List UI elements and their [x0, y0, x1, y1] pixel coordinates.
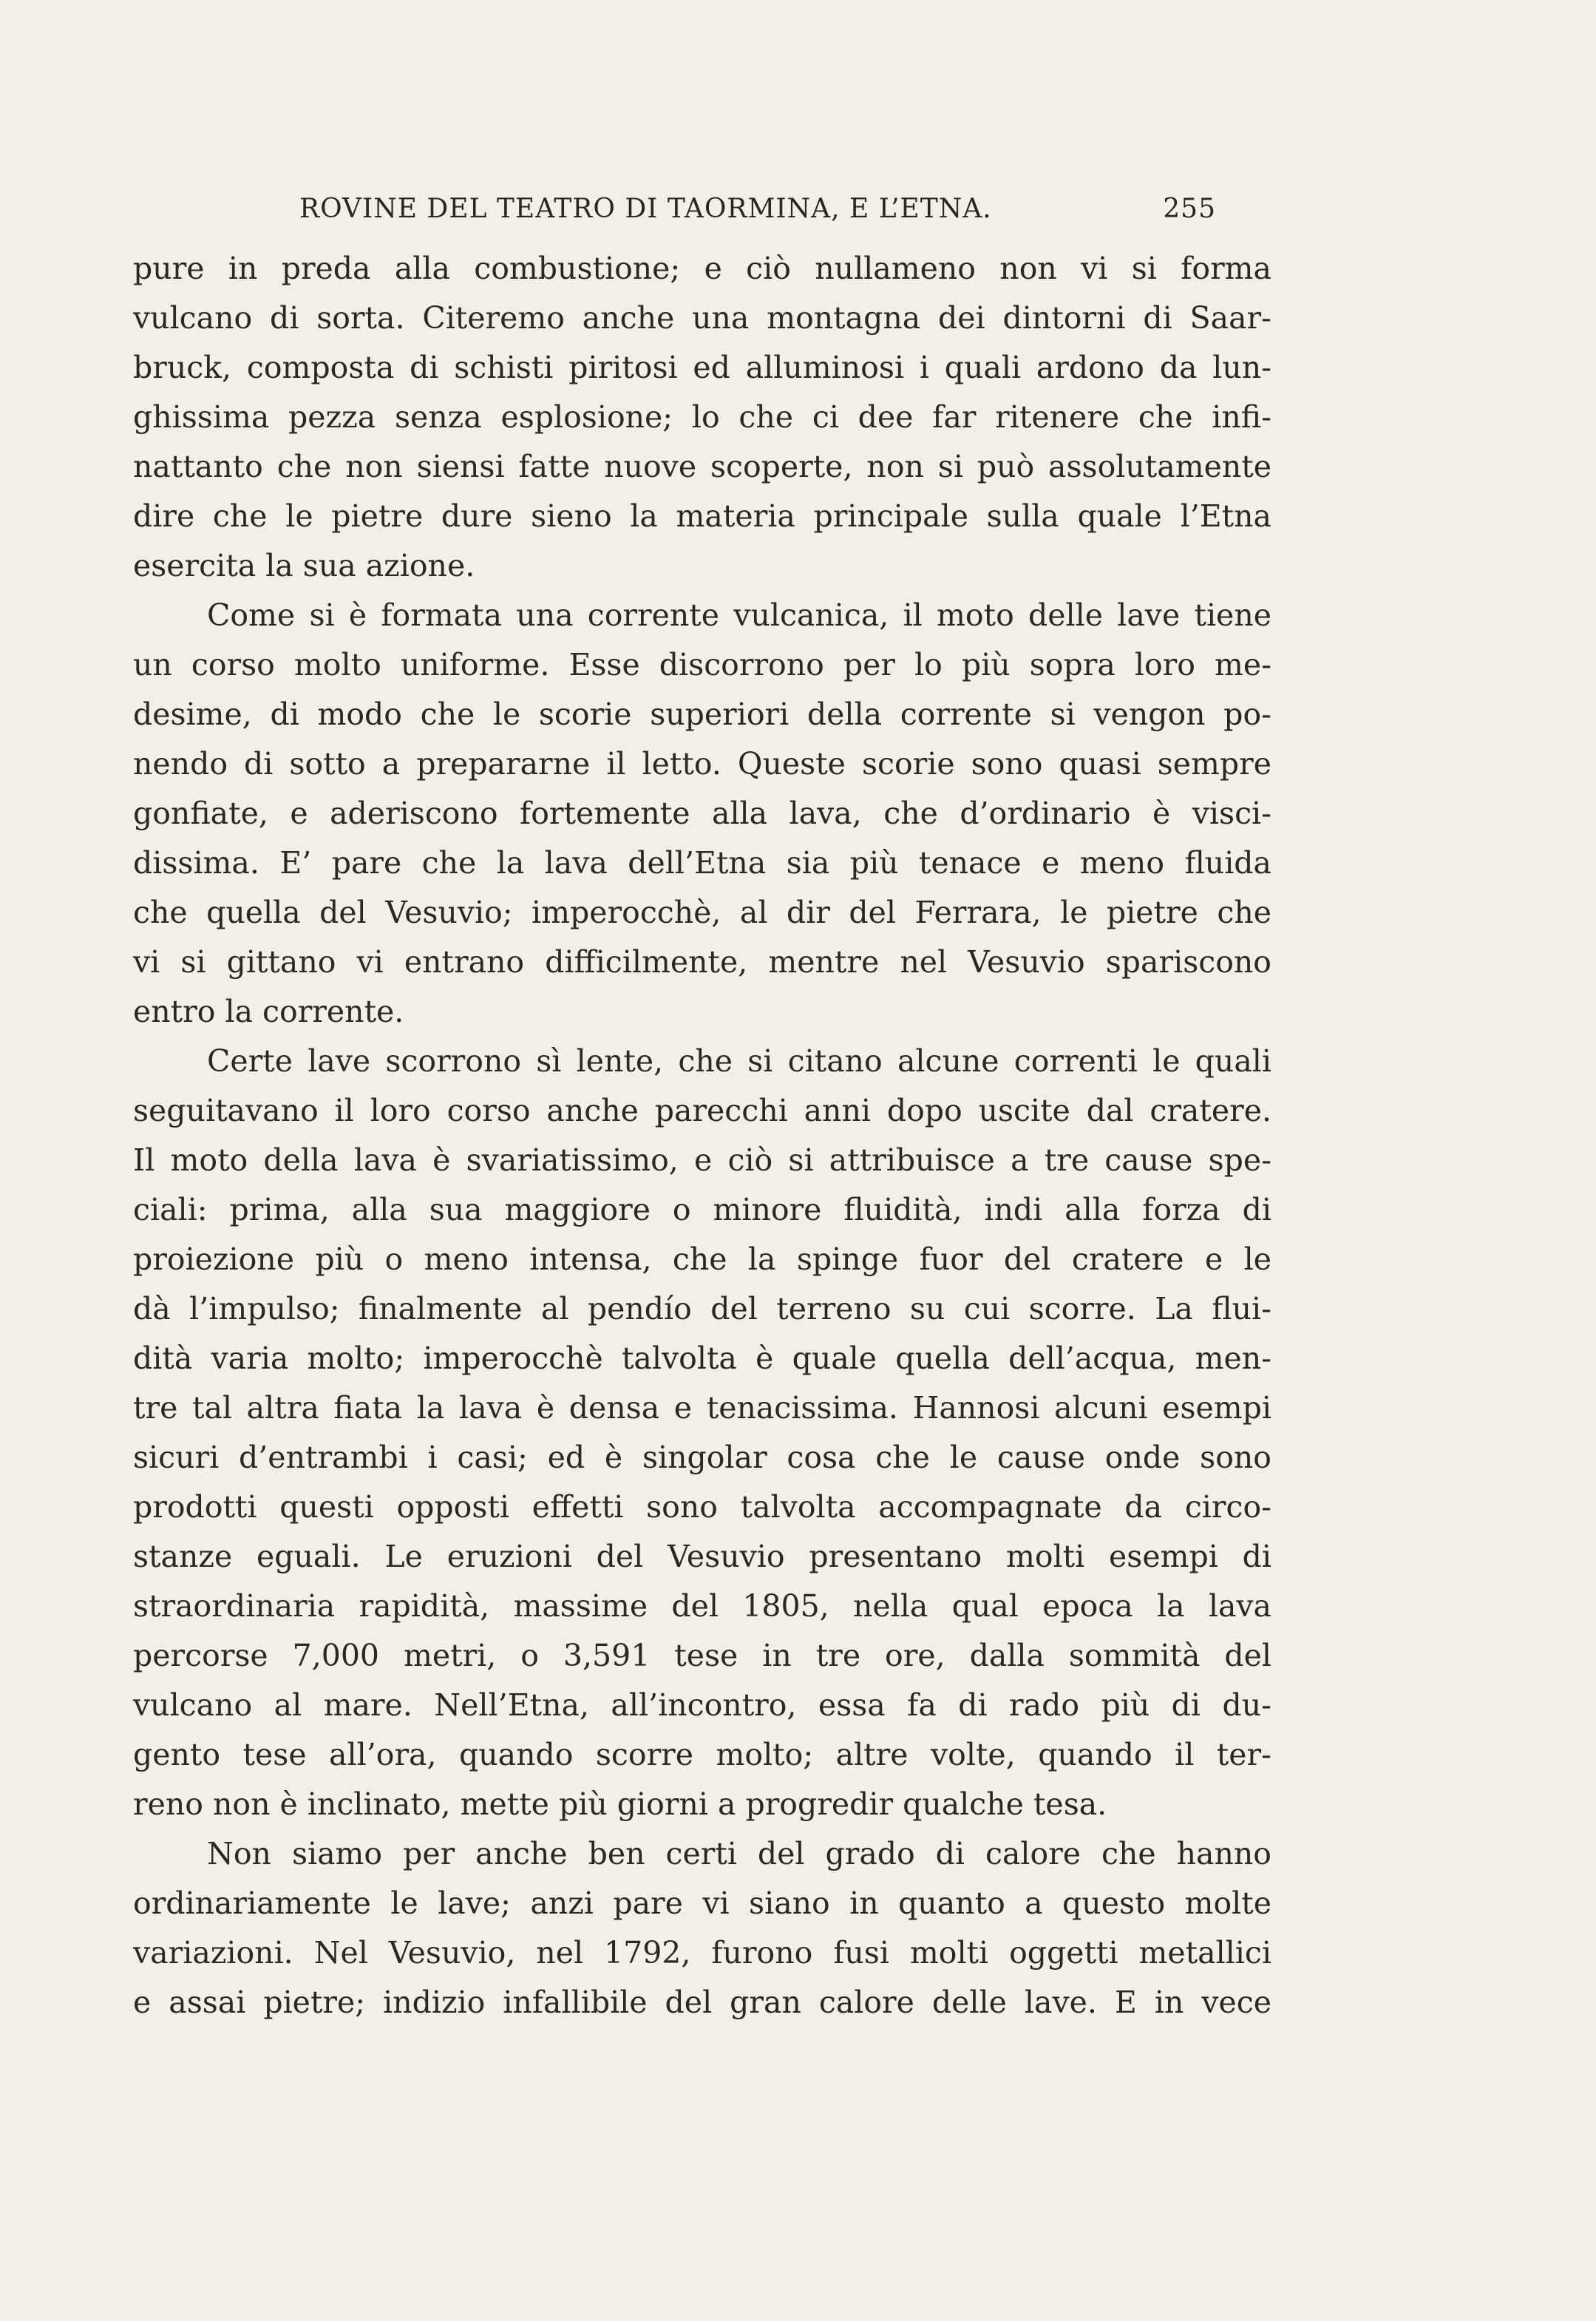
text-line: straordinaria rapidità, massime del 1805, nella qual epoca la lava: [133, 1588, 1271, 1624]
text-line: dà l’impulso; finalmente al pendío del terreno su cui scorre. La flui-: [133, 1291, 1271, 1326]
text-line: che quella del Vesuvio; imperocchè, al dir del Ferrara, le pietre che: [133, 895, 1271, 930]
text-line: proiezione più o meno intensa, che la spinge fuor del cratere e le: [133, 1241, 1271, 1277]
text-line: desime, di modo che le scorie superiori della corrente si vengon po-: [133, 697, 1271, 732]
text-line: variazioni. Nel Vesuvio, nel 1792, furono fusi molti oggetti metallici: [133, 1935, 1271, 1971]
text-line: prodotti questi opposti effetti sono talvolta accompagnate da circo-: [133, 1489, 1271, 1525]
text-line: dire che le pietre dure sieno la materia principale sulla quale l’Etna: [133, 498, 1271, 534]
text-line: Certe lave scorrono sì lente, che si citano alcune correnti le quali: [207, 1043, 1271, 1079]
text-line: Non siamo per anche ben certi del grado di calore che hanno: [207, 1836, 1271, 1871]
text-line: ciali: prima, alla sua maggiore o minore fluidità, indi alla forza di: [133, 1192, 1271, 1227]
text-line: bruck, composta di schisti piritosi ed alluminosi i quali ardono da lun-: [133, 350, 1271, 385]
paragraph-4: [133, 1829, 1271, 2027]
running-head: [299, 194, 1216, 238]
text-line: gento tese all’ora, quando scorre molto; altre volte, quando il ter-: [133, 1737, 1271, 1772]
text-line: ghissima pezza senza esplosione; lo che ci dee far ritenere che infi-: [133, 399, 1271, 435]
text-line: vulcano di sorta. Citeremo anche una montagna dei dintorni di Saar-: [133, 300, 1271, 336]
text-line: Il moto della lava è svariatissimo, e ciò si attribuisce a tre cause spe-: [133, 1142, 1271, 1178]
text-line: nendo di sotto a prepararne il letto. Queste scorie sono quasi sempre: [133, 746, 1271, 782]
paragraph-2: [133, 591, 1271, 1037]
text-line: e assai pietre; indizio infallibile del gran calore delle lave. E in vece: [133, 1985, 1271, 2020]
text-line: percorse 7,000 metri, o 3,591 tese in tre ore, dalla sommità del: [133, 1638, 1271, 1673]
text-line: dissima. E’ pare che la lava dell’Etna sia più tenace e meno fluida: [133, 845, 1271, 881]
text-line: vulcano al mare. Nell’Etna, all’incontro, essa fa di rado più di du-: [133, 1687, 1271, 1723]
text-line: tre tal altra fiata la lava è densa e tenacissima. Hannosi alcuni esempi: [133, 1390, 1271, 1426]
paragraph-3: [133, 1037, 1271, 1829]
text-line: sicuri d’entrambi i casi; ed è singolar cosa che le cause onde sono: [133, 1440, 1271, 1475]
text-line: esercita la sua azione.: [133, 548, 475, 583]
running-head-title: ROVINE DEL TEATRO DI TAORMINA, E L’ETNA.: [299, 194, 992, 224]
text-line: gonfiate, e aderiscono fortemente alla lava, che d’ordinario è visci-: [133, 796, 1271, 831]
text-line: reno non è inclinato, mette più giorni a progredir qualche tesa.: [133, 1786, 1107, 1822]
text-line: stanze eguali. Le eruzioni del Vesuvio presentano molti esempi di: [133, 1539, 1271, 1574]
text-line: un corso molto uniforme. Esse discorrono per lo più sopra loro me-: [133, 647, 1271, 682]
body-text: [133, 244, 1271, 2027]
text-line: nattanto che non siensi fatte nuove scoperte, non si può assolutamente: [133, 449, 1271, 484]
text-line: seguitavano il loro corso anche parecchi anni dopo uscite dal cratere.: [133, 1093, 1271, 1128]
text-line: dità varia molto; imperocchè talvolta è quale quella dell’acqua, men-: [133, 1341, 1271, 1376]
text-line: pure in preda alla combustione; e ciò nullameno non vi si forma: [133, 251, 1271, 286]
text-line: vi si gittano vi entrano difficilmente, mentre nel Vesuvio spariscono: [133, 944, 1271, 980]
page-number: 255: [1163, 194, 1216, 224]
text-line: entro la corrente.: [133, 994, 404, 1029]
text-line: Come si è formata una corrente vulcanica, il moto delle lave tiene: [207, 597, 1271, 633]
text-line: ordinariamente le lave; anzi pare vi siano in quanto a questo molte: [133, 1885, 1271, 1921]
paragraph-1: [133, 244, 1271, 591]
